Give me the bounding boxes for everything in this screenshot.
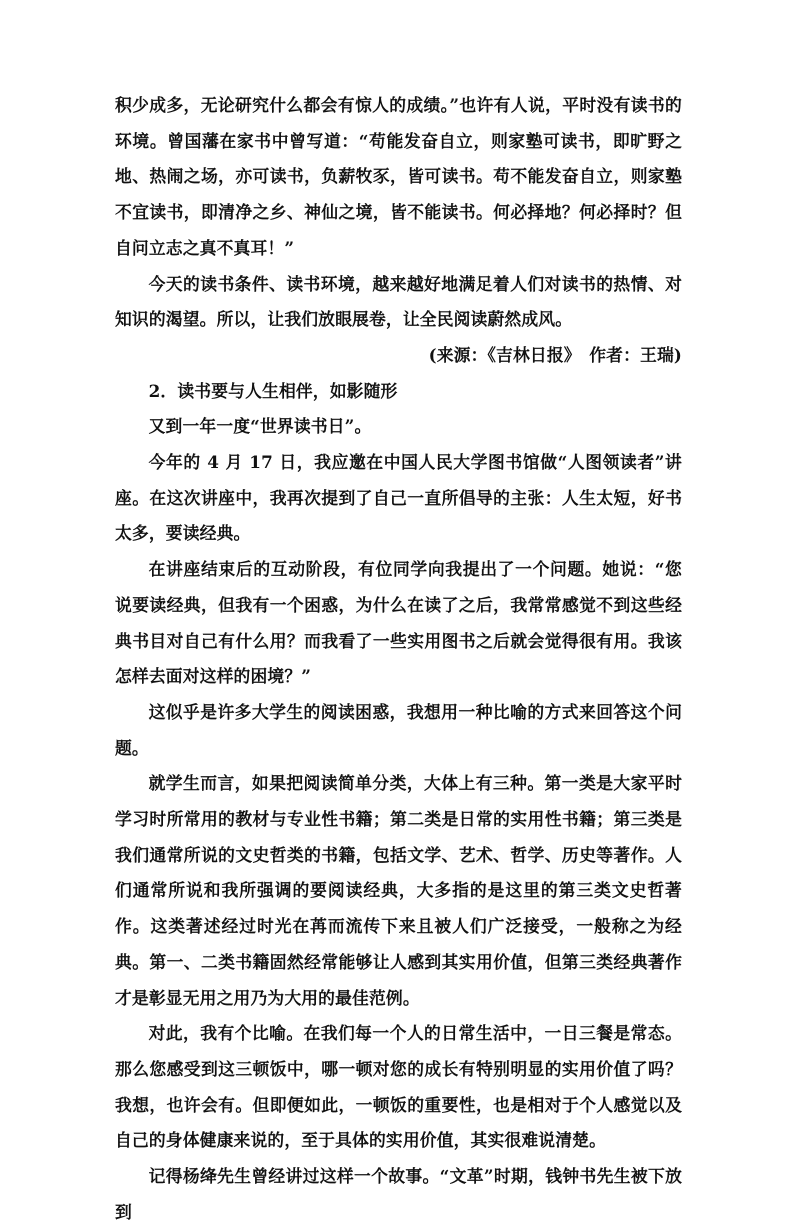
paragraph-metaphor-intro: 这似乎是许多大学生的阅读困惑，我想用一种比喻的方式来回答这个问题。 [115,701,682,758]
source-attribution: (来源：《吉林日报》 作者：王瑞) [428,344,682,365]
paragraph-lecture: 今年的 4 月 17 日，我应邀在中国人民大学图书馆做“人图领读者”讲座。在这次讲座中，我再次提到了自己一直所倡导的主张：人生太短，好书太多，要读经典。 [115,452,682,544]
paragraph-meal-metaphor: 对此，我有个比喻。在我们每一个人的日常生活中，一日三餐是常态。那么您感受到这三顿饭中，哪一顿对您的成长有特别明显的实用价值了吗？我想，也许会有。但即便如此，一顿饭的重要性，也是相对于个人感觉以及自己的身体健康来说的，至于具体的实用价值，其实很难说清楚。 [115,1023,682,1151]
paragraph-reading-conditions: 今天的读书条件、读书环境，越来越好地满足着人们对读书的热情、对知识的渴望。所以，让我们放眼展卷，让全民阅读蔚然成风。 [115,273,682,330]
paragraph-continuation: 积少成多，无论研究什么都会有惊人的成绩。”也许有人说，平时没有读书的环境。曾国藩在家书中曾写道：“苟能发奋自立，则家塾可读书，即旷野之地、热闹之场，亦可读书，负薪牧豕，皆可读书。苟不能发奋自立，则家塾不宜读书，即清净之乡、神仙之境，皆不能读书。何必择地？何必择时？但自问立志之真不真耳！” [115,95,682,258]
paragraph-student-question: 在讲座结束后的互动阶段，有位同学向我提出了一个问题。她说：“您说要读经典，但我有一个困惑，为什么在读了之后，我常常感觉不到这些经典书目对自己有什么用？而我看了一些实用图书之后就会觉得很有用。我该怎样去面对这样的困境？” [115,559,682,687]
paragraph-world-book-day: 又到一年一度“世界读书日”。 [148,416,372,437]
paragraph-story: 记得杨绛先生曾经讲过这样一个故事。“文革”时期，钱钟书先生被下放到 [115,1166,682,1222]
paragraph-reading-types: 就学生而言，如果把阅读简单分类，大体上有三种。第一类是大家平时学习时所常用的教材与专业性书籍；第二类是日常的实用性书籍；第三类是我们通常所说的文史哲类的书籍，包括文学、艺术、哲学、历史等著作。人们通常所说和我所强调的要阅读经典，大多指的是这里的第三类文史哲著作。这类著述经过时光在苒而流传下来且被人们广泛接受，一般称之为经典。第一、二类书籍固然经常能够让人感到其实用价值，但第三类经典著作才是彰显无用之用乃为大用的最佳范例。 [115,773,682,1008]
document-body [115,88,682,1231]
section-heading: 2．读书要与人生相伴，如影随形 [148,380,398,401]
